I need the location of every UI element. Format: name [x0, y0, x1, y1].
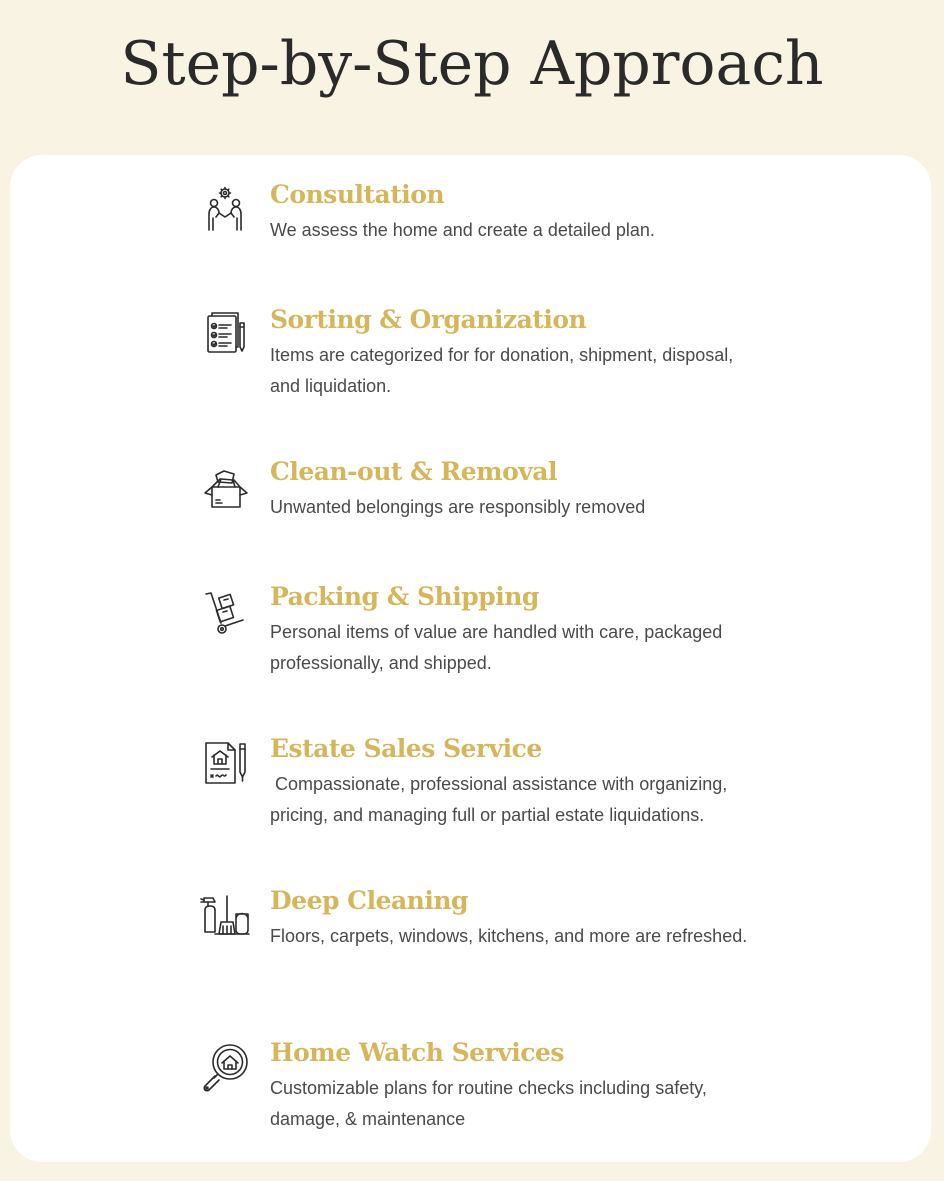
step-title: Deep Cleaning	[270, 886, 469, 915]
step-title: Sorting & Organization	[270, 305, 587, 334]
step-title: Consultation	[270, 180, 445, 209]
page-title: Step-by-Step Approach	[120, 29, 824, 99]
consultation-handshake-icon	[200, 184, 250, 234]
step-title: Home Watch Services	[270, 1038, 564, 1067]
step-title: Estate Sales Service	[270, 734, 542, 763]
step-title: Clean-out & Removal	[270, 457, 557, 486]
step-description: Customizable plans for routine checks including safety, damage, & maintenance	[270, 1078, 712, 1129]
step-description: Items are categorized for for donation, shipment, disposal, and liquidation.	[270, 345, 739, 396]
step-description: Compassionate, professional assistance with organizing, pricing, and managing full or partial estate liquidations.	[270, 774, 733, 825]
steps-card	[10, 155, 931, 1162]
step-description: Floors, carpets, windows, kitchens, and more are refreshed.	[270, 926, 748, 946]
step-description: Personal items of value are handled with care, packaged professionally, and shipped.	[270, 622, 728, 673]
step-description: Unwanted belongings are responsibly removed	[270, 497, 646, 517]
open-box-icon	[200, 461, 250, 511]
magnifier-house-icon	[200, 1042, 250, 1092]
estate-document-pen-icon	[200, 738, 250, 788]
cleaning-supplies-icon	[200, 890, 250, 940]
hand-truck-icon	[200, 586, 250, 636]
step-description: We assess the home and create a detailed plan.	[270, 220, 655, 240]
checklist-icon	[200, 309, 250, 359]
step-title: Packing & Shipping	[270, 582, 539, 611]
